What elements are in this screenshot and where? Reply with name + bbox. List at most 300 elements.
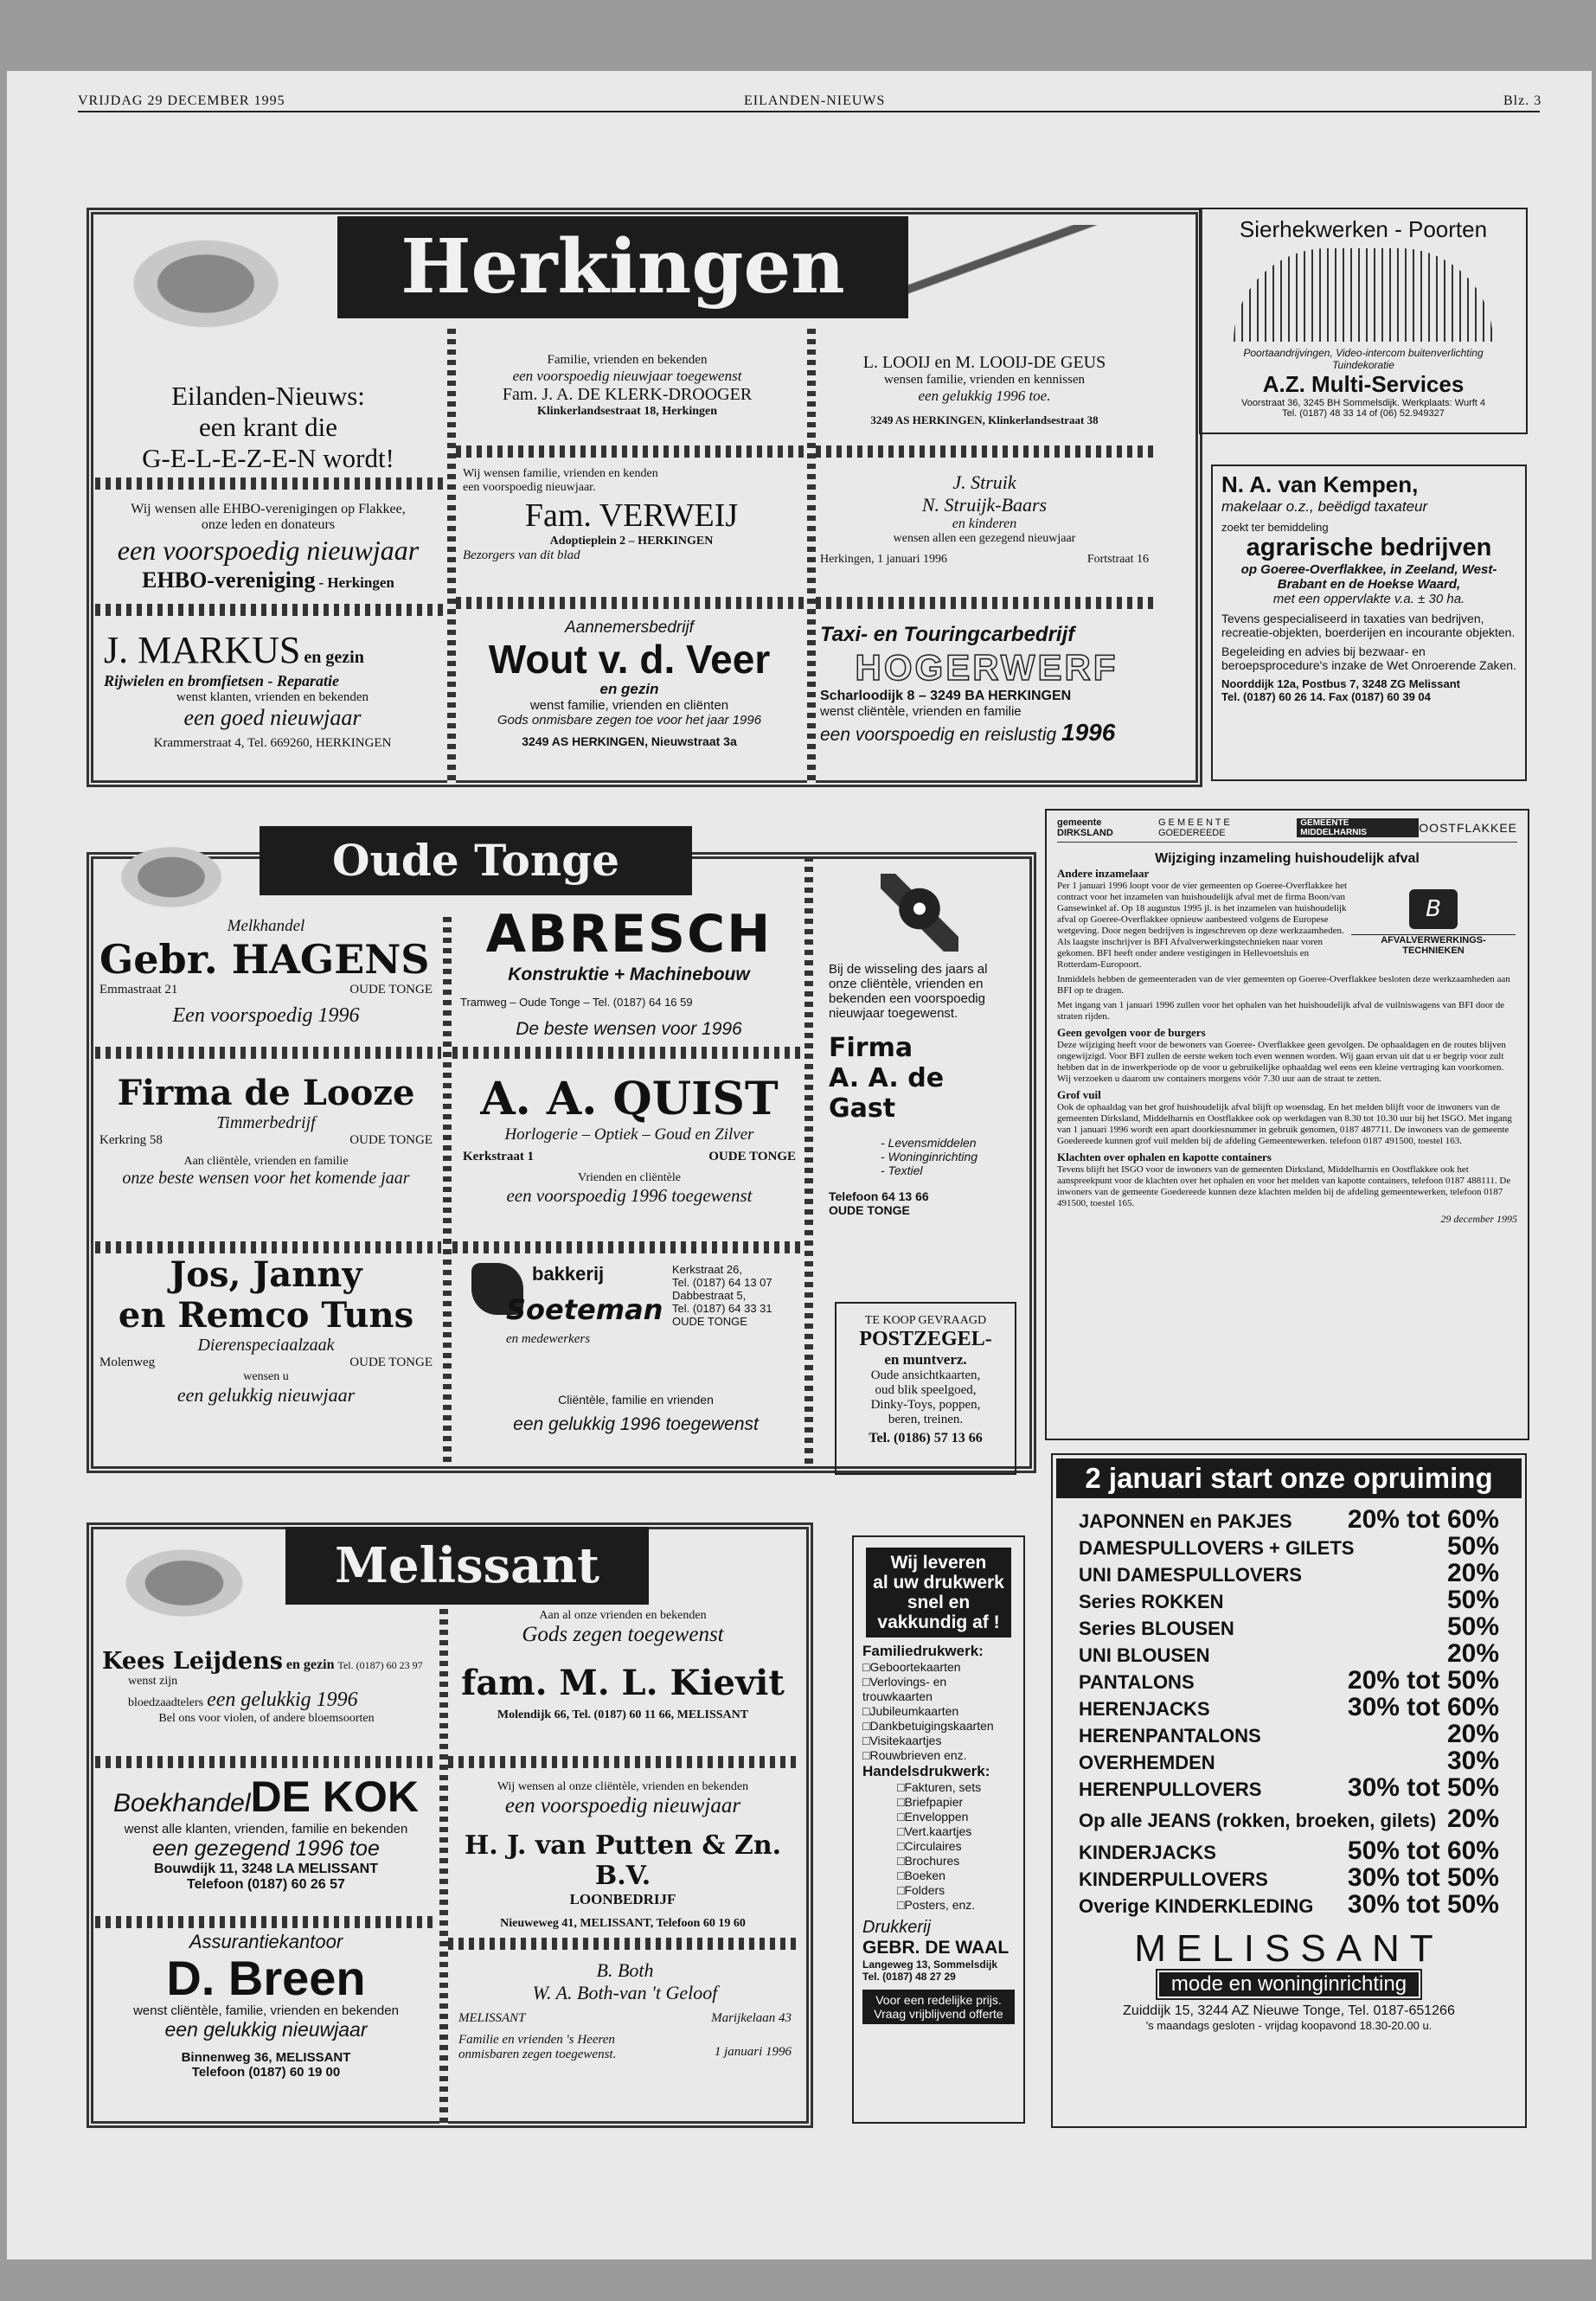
header-rule: [78, 111, 1540, 112]
markus-wish: een goed nieuwjaar: [183, 705, 362, 730]
soeteman-logo-1: bakkerij: [532, 1263, 605, 1285]
tuns-line-3: wensen u: [243, 1370, 289, 1383]
breen-name: D. Breen: [166, 1951, 366, 2005]
waal-tel: Tel. (0187) 48 27 29: [862, 1971, 956, 1983]
quist-line-1: Vrienden en cliëntèle: [578, 1171, 681, 1184]
breen-addr: Binnenweg 36, MELISSANT: [181, 2050, 351, 2065]
leijdens-line-1: wenst zijn: [128, 1675, 178, 1688]
sale-value: 20% tot 50%: [1347, 1666, 1499, 1695]
kempen-p1: Tevens gespecialiseerd in taxaties van bedrijven, recreatie-objekten, boerderijen en incourante objekten.: [1221, 612, 1516, 639]
divider: [456, 445, 806, 458]
header-page: Blz. 3: [1503, 93, 1542, 108]
column-divider: [804, 856, 813, 1466]
bfi-tagline: AFVALVERWERKINGS-TECHNIEKEN: [1351, 934, 1516, 956]
gemeente-h3: Grof vuil: [1057, 1088, 1101, 1101]
sale-label: DAMESPULLOVERS + GILETS: [1079, 1537, 1355, 1559]
waal-pre: Drukkerij: [862, 1918, 931, 1937]
leijdens-line-2: bloedzaadtelers: [128, 1696, 204, 1709]
food-basket-illustration: [93, 1531, 275, 1618]
kempen-line-2: op Goeree-Overflakkee, in Zeeland, West-Brabant en de Hoekse Waard,: [1240, 562, 1497, 592]
divider: [452, 1047, 803, 1059]
veer-name: Wout v. d. Veer: [488, 637, 771, 682]
struik-ad: [820, 471, 1149, 567]
soeteman-line-1: Cliëntèle, familie en vrienden: [558, 1393, 714, 1407]
sale-row: [1079, 1534, 1499, 1561]
gemeente-goedereede: G E M E E N T E GOEDEREEDE: [1157, 817, 1230, 838]
struik-addr: Fortstraat 16: [1086, 553, 1149, 566]
sale-row: [1079, 1668, 1499, 1695]
sale-label: KINDERJACKS: [1079, 1842, 1216, 1863]
kievit-line-1: Aan al onze vrienden en bekenden: [539, 1609, 707, 1622]
sale-value: 30% tot 60%: [1347, 1693, 1499, 1721]
quist-trade: Horlogerie – Optiek – Goud en Zilver: [504, 1125, 754, 1144]
veer-line-2: Gods onmisbare zegen toe voor het jaar 1996: [497, 713, 762, 727]
column-divider: [439, 1609, 448, 2124]
melissant-slogan: mode en woninginrichting: [1157, 1971, 1420, 1998]
gemeente-notice: [1045, 809, 1529, 1440]
food-basket-illustration: [93, 830, 249, 908]
quist-name: A. A. QUIST: [480, 1073, 779, 1125]
gate-illustration: [1234, 248, 1493, 342]
looze-line-2: onze beste wensen voor het komende jaar: [122, 1169, 410, 1188]
soeteman-address: [672, 1263, 772, 1328]
kempen-ad: [1211, 465, 1527, 781]
leijdens-ad: [102, 1648, 431, 1726]
sale-value: 30%: [1446, 1747, 1499, 1775]
opruiming-ad: [1051, 1453, 1527, 2128]
eilanden-nieuws-ad: [104, 381, 433, 474]
waal-han-8: □ Folders: [897, 1883, 1015, 1898]
sierhek-title: Sierhekwerken - Poorten: [1239, 216, 1488, 242]
sale-label: HERENPULLOVERS: [1079, 1779, 1262, 1800]
waal-han-3: □ Enveloppen: [897, 1810, 1015, 1824]
sale-label: Series ROKKEN: [1079, 1591, 1224, 1612]
looij-ad: [820, 353, 1149, 427]
both-line-3: Familie en vrienden 's Heeren onmisbaren zegen toegewenst.: [458, 2033, 617, 2061]
veer-line-1: wenst familie, vrienden en cliënten: [529, 698, 729, 713]
kempen-line-3: met een oppervlakte v.a. ± 30 ha.: [1272, 592, 1465, 606]
looze-addr: Kerkring 58: [99, 1133, 163, 1147]
tuns-trade: Dierenspeciaalzaak: [197, 1336, 335, 1355]
waal-fam-6: □ Rouwbrieven enz.: [862, 1748, 1015, 1763]
kempen-role: makelaar o.z., beëdigd taxateur: [1221, 498, 1428, 515]
struik-place: Herkingen, 1 januari 1996: [820, 553, 947, 566]
hagens-wish: Een voorspoedig 1996: [172, 1004, 360, 1027]
soeteman-addr-1: Kerkstraat 26,: [672, 1263, 742, 1276]
abresch-ad: [460, 904, 798, 1040]
leijdens-wish: een gelukkig 1996: [207, 1689, 358, 1711]
sale-label: HERENPANTALONS: [1079, 1725, 1261, 1747]
ehbo-wish: een voorspoedig nieuwjaar: [117, 535, 420, 566]
waal-han-title: Handelsdrukwerk:: [862, 1763, 990, 1779]
putten-name: H. J. van Putten & Zn. B.V.: [464, 1830, 782, 1891]
looij-addr: 3249 AS HERKINGEN, Klinkerlandsestraat 38: [870, 413, 1099, 426]
divider: [95, 478, 445, 490]
putten-addr: Nieuweweg 41, MELISSANT, Telefoon 60 19 60: [500, 1917, 746, 1930]
sale-value: 30% tot 50%: [1347, 1863, 1499, 1892]
markus-line-1: wenst klanten, vrienden en bekenden: [176, 690, 369, 704]
soeteman-line-2: een gelukkig 1996 toegewenst: [513, 1414, 759, 1434]
verweij-line-3: Bezorgers van dit blad: [463, 548, 580, 562]
sale-row: [1079, 1865, 1499, 1892]
waal-head-4: vakkundig af !: [877, 1612, 1000, 1632]
leijdens-tel: Tel. (0187) 60 23 97: [337, 1659, 423, 1671]
divider: [95, 1756, 437, 1768]
leijdens-name: Kees Leijdens: [102, 1648, 283, 1675]
veer-pre: Aannemersbedrijf: [565, 619, 694, 637]
struik-line-4: wensen allen een gezegend nieuwjaar: [893, 532, 1076, 545]
markus-name: J. MARKUS: [104, 629, 301, 671]
sierhek-tel: Tel. (0187) 48 33 14 of (06) 52.949327: [1282, 408, 1445, 419]
both-date: 1 januari 1996: [714, 2045, 792, 2059]
kok-line-1: wenst alle klanten, vrienden, familie en bekenden: [124, 1822, 408, 1836]
waal-head-1: Wij leveren: [890, 1553, 987, 1573]
sale-label: UNI BLOUSEN: [1079, 1644, 1210, 1666]
tuns-line-4: een gelukkig nieuwjaar: [176, 1384, 356, 1406]
looze-line-1: Aan cliëntèle, vrienden en familie: [183, 1155, 349, 1168]
klerk-ad: [458, 353, 796, 419]
ehbo-line-1: Wij wensen alle EHBO-verenigingen op Flakkee,: [131, 502, 406, 516]
hogerwerf-addr: Scharloodijk 8 – 3249 BA HERKINGEN: [820, 689, 1072, 703]
sierhek-addr: Voorstraat 36, 3245 BH Sommelsdijk. Werkplaats: Wurft 4: [1240, 398, 1486, 408]
sale-row: [1079, 1838, 1499, 1865]
waal-fam-list: [862, 1660, 1015, 1763]
leijdens-suffix: en gezin: [285, 1657, 335, 1672]
putten-sub: LOONBEDRIJF: [569, 1891, 676, 1907]
divider: [448, 1938, 798, 1950]
opruiming-title: 2 januari start onze opruiming: [1056, 1458, 1522, 1498]
markus-ad: [104, 628, 441, 751]
waal-han-5: □ Circulaires: [897, 1839, 1015, 1854]
klerk-line-2: een voorspoedig nieuwjaar toegewenst: [512, 368, 742, 384]
gemeente-h4: Klachten over ophalen en kapotte containers: [1057, 1150, 1272, 1163]
gemeente-oostflakkee: OOSTFLAKKEE: [1419, 821, 1517, 835]
header-date: VRIJDAG 29 DECEMBER 1995: [78, 93, 285, 108]
gemeente-title: Wijziging inzameling huishoudelijk afval: [1155, 851, 1420, 866]
sale-label: Overige KINDERKLEDING: [1079, 1895, 1314, 1917]
hagens-pre: Melkhandel: [227, 917, 305, 935]
gast-tel: Telefoon 64 13 66: [829, 1189, 929, 1203]
leijdens-line-4: Bel ons voor violen, of andere bloemsoorten: [158, 1712, 375, 1725]
soeteman-addr-2: Tel. (0187) 64 13 07: [672, 1276, 772, 1289]
kempen-addr: Noorddijk 12a, Postbus 7, 3248 ZG Melissant: [1221, 677, 1460, 690]
postzegel-line-1: TE KOOP GEVRAAGD: [864, 1314, 987, 1327]
sale-row: [1079, 1695, 1499, 1721]
gemeente-p5: Ook de ophaaldag van het grof huishoudelijk afval blijft op woensdag. En het melden blijft voor de inwoners van de gemeenten Dirksland, Middelharnis en Oostflakkee ook op werkdagen van 8.30 tot 10.30 uur bij het ISGO. Met ingang van 1 januari 1996 wordt een apart doorkiesnummer in gebruik genomen, 0187 487711. De inwoners van de gemeente Goedereede kunnen grof vuil melden bij de afdeling Gemeentewerken. telefoon 0187 491500, toestel 163.: [1057, 1102, 1512, 1146]
struik-line-1: J. Struik: [952, 471, 1016, 493]
divider: [95, 604, 445, 616]
oude-tonge-banner: Oude Tonge: [260, 826, 692, 895]
looij-line-1: wensen familie, vrienden en kennissen: [883, 373, 1085, 387]
soeteman-addr-5: OUDE TONGE: [672, 1315, 747, 1328]
melissant-addr: Zuiddijk 15, 3244 AZ Nieuwe Tonge, Tel. 0187-651266: [1123, 2003, 1455, 2018]
kempen-name: N. A. van Kempen,: [1221, 471, 1419, 497]
putten-line-1: Wij wensen al onze cliëntèle, vrienden en bekenden: [497, 1780, 749, 1793]
waal-fam-5: □ Visitekaartjes: [862, 1734, 1015, 1748]
sierhek-tag2: Tuindekoratie: [1332, 359, 1394, 371]
gemeente-dirksland: gemeente DIRKSLAND: [1057, 817, 1113, 838]
kok-addr: Bouwdijk 11, 3248 LA MELISSANT: [153, 1862, 379, 1876]
verweij-addr: Adoptieplein 2 – HERKINGEN: [549, 535, 714, 548]
klerk-line-1: Familie, vrienden en bekenden: [547, 353, 708, 367]
sale-value: 20%: [1446, 1720, 1499, 1748]
verweij-line-1: Wij wensen familie, vrienden en kenden: [463, 467, 658, 480]
sale-row: [1079, 1892, 1499, 1919]
gast-item-3: - Textiel: [881, 1163, 923, 1177]
gemeente-h1: Andere inzamelaar: [1057, 867, 1150, 880]
quist-line-2: een voorspoedig 1996 toegewenst: [506, 1185, 753, 1206]
waal-head-3: snel en: [907, 1593, 971, 1612]
gast-ad: [829, 865, 1015, 1217]
sale-row: [1079, 1641, 1499, 1668]
quist-ad: [463, 1073, 796, 1207]
looze-ad: [99, 1073, 433, 1189]
waal-han-9: □ Posters, enz.: [897, 1898, 1015, 1913]
gemeente-p3: Met ingang van 1 januari 1996 zullen voor het ophalen van het huishoudelijk afval de vuilniswagens van BFI door de straten rijden.: [1057, 1000, 1505, 1022]
kempen-big: agrarische bedrijven: [1246, 534, 1492, 561]
gemeente-p1: Per 1 januari 1996 loopt voor de vier gemeenten op Goeree-Overflakkee het contract voor het inzamelen van huishoudelijk afval met de firma Boon/van Gansewinkel af. Op 18 augustus 1995 jl. is het inzamelen van huishoudelijk afval op Goeree-Overflakkee opnieuw aanbesteed volgens de Europese wetgeving. Door negen bedrijven is ingeschreven op deze werkzaamheden. Als laagste inschrijver is BFI Afvalverwerkingstechnieken naar voren gekomen. BFI heeft onder andere vestigingen in Hellevoetsluis en Rotterdam-Europoort.: [1057, 881, 1348, 970]
looij-line-2: een gelukkig 1996 toe.: [918, 388, 1051, 404]
gast-name-2: A. A. de Gast: [829, 1063, 945, 1124]
abresch-addr: Tramweg – Oude Tonge – Tel. (0187) 64 16 59: [460, 996, 693, 1009]
waal-ad: [852, 1535, 1025, 2124]
divider: [95, 1241, 441, 1253]
sierhek-tag: Poortaandrijvingen, Video-intercom buitenverlichting: [1243, 347, 1484, 359]
gemeente-middelharnis: GEMEENTE MIDDELHARNIS: [1297, 818, 1419, 837]
postzegel-line-3: en muntverz.: [884, 1351, 967, 1368]
breen-pre: Assurantiekantoor: [189, 1931, 343, 1952]
gemeente-date: 29 december 1995: [1440, 1213, 1517, 1225]
postzegel-line-2: POSTZEGEL-: [859, 1328, 992, 1350]
markus-addr: Krammerstraat 4, Tel. 669260, HERKINGEN: [153, 736, 392, 750]
ehbo-place: - Herkingen: [318, 574, 394, 591]
sale-label: UNI DAMESPULLOVERS: [1079, 1564, 1302, 1586]
looze-trade: Timmerbedrijf: [216, 1113, 316, 1132]
markus-suffix: en gezin: [304, 648, 364, 667]
ehbo-line-2: onze leden en donateurs: [201, 517, 336, 532]
postzegel-tel: Tel. (0186) 57 13 66: [869, 1431, 983, 1445]
hagens-place: OUDE TONGE: [349, 983, 433, 997]
sale-label: Series BLOUSEN: [1079, 1618, 1234, 1639]
waal-han-4: □ Vert.kaartjes: [897, 1824, 1015, 1839]
waal-han-6: □ Brochures: [897, 1854, 1015, 1868]
waal-han-1: □ Fakturen, sets: [897, 1780, 1015, 1795]
breen-tel: Telefoon (0187) 60 19 00: [191, 2065, 341, 2080]
sale-value: 30% tot 50%: [1347, 1890, 1499, 1919]
both-line-2: W. A. Both-van 't Geloof: [532, 1982, 718, 2003]
sale-label: HERENJACKS: [1079, 1698, 1210, 1720]
verweij-line-2: een voorspoedig nieuwjaar.: [463, 481, 596, 494]
sale-row: [1079, 1614, 1499, 1641]
kempen-p2: Begeleiding en advies bij bezwaar- en beroepsprocedure's inzake de Wet Onroerende Zaken.: [1221, 644, 1516, 672]
both-line-1: B. Both: [596, 1959, 654, 1981]
sale-value: 20%: [1446, 1559, 1499, 1587]
waal-fam-2: □ Verlovings- en trouwkaarten: [862, 1675, 1015, 1704]
waal-addr: Langeweg 13, Sommelsdijk: [862, 1958, 998, 1971]
waal-fam-1: □ Geboortekaarten: [862, 1660, 1015, 1675]
soeteman-logo-3: en medewerkers: [506, 1332, 591, 1346]
kok-tel: Telefoon (0187) 60 26 57: [187, 1877, 345, 1892]
gemeente-p4: Deze wijziging heeft voor de bewoners van Goeree- Overflakkee geen gevolgen. De ophaaldagen en de routes blijven ongewijzigd. Voor BFI zullen de eerste weken toch even wennen worden. Wij gaan ervan uit dat u er begrip voor zult hebben dat in de inwerkperiode op de voor u gebruikelijke ophaaldag wel eens een kleine vertraging kan voorkomen. Wij verzoeken u daarom uw containers morgens vóór 7.30 uur aan de straat te zetten.: [1057, 1040, 1506, 1084]
tuns-addr: Molenweg: [99, 1356, 156, 1369]
abresch-name: ABRESCH: [485, 904, 772, 965]
melissant-hours: 's maandags gesloten - vrijdag koopavond 18.30-20.00 u.: [1145, 2019, 1433, 2032]
sale-list: [1053, 1502, 1525, 1919]
looze-name: Firma de Looze: [117, 1073, 415, 1113]
herkingen-banner: Herkingen: [337, 216, 908, 318]
postzegel-ad: [835, 1302, 1016, 1475]
postzegel-line-7: beren, treinen.: [888, 1413, 964, 1426]
waal-fam-title: Familiedrukwerk:: [862, 1643, 984, 1659]
both-ad: [458, 1959, 792, 2060]
putten-ad: [454, 1780, 792, 1931]
food-basket-illustration: [93, 216, 318, 329]
tuns-line-2: en Remco Tuns: [118, 1295, 414, 1336]
sierhek-ad: [1199, 208, 1528, 434]
sale-value: 30% tot 50%: [1347, 1773, 1499, 1802]
tuns-ad: [99, 1254, 433, 1407]
divider: [456, 597, 806, 609]
sierhek-name: A.Z. Multi-Services: [1262, 371, 1465, 397]
waal-han-2: □ Briefpapier: [897, 1795, 1015, 1810]
ehbo-name: EHBO-vereniging: [142, 567, 316, 593]
quist-addr: Kerkstraat 1: [463, 1150, 535, 1163]
divider: [95, 1047, 441, 1059]
column-divider: [447, 329, 456, 783]
waal-name: GEBR. DE WAAL: [862, 1938, 1010, 1958]
divider: [448, 1756, 798, 1768]
sale-value: 20%: [1446, 1804, 1499, 1833]
both-place: MELISSANT: [458, 2011, 526, 2025]
gast-name-1: Firma: [829, 1033, 913, 1063]
hogerwerf-year: 1996: [1061, 719, 1116, 746]
kok-name: DE KOK: [250, 1772, 419, 1821]
waal-head-2: al uw drukwerk: [873, 1573, 1004, 1593]
sale-label: OVERHEMDEN: [1079, 1752, 1215, 1773]
struik-line-2: N. Struijk-Baars: [921, 494, 1048, 516]
column-divider: [807, 329, 816, 783]
quill-illustration: [908, 225, 1125, 294]
gemeente-p6: Tevens blijft het ISGO voor de inwoners van de gemeenten Dirksland, Middelharnis en Oostflakkee ook het aanspreekpunt voor de klachten over het ophalen en voor het melden van kapotte containers, telefoon 0187 488111. De inwoners van de gemeente Goedereede kunnen deze klachten melden bij de afdeling gemeentewerken, telefoon 0187 491500, toestel 165.: [1057, 1164, 1511, 1208]
melissant-logo: [1053, 1927, 1525, 2032]
sale-row: [1079, 1802, 1499, 1838]
hagens-addr: Emmastraat 21: [99, 983, 178, 997]
soeteman-addr-3: Dabbestraat 5,: [672, 1289, 747, 1302]
christmas-candle-icon: [881, 874, 958, 952]
postzegel-line-4: Oude ansichtkaarten,: [870, 1368, 981, 1382]
sale-value: 20% tot 60%: [1347, 1505, 1499, 1534]
putten-line-2: een voorspoedig nieuwjaar: [504, 1794, 741, 1817]
waal-han-list: [897, 1780, 1015, 1913]
melissant-banner: Melissant: [285, 1527, 649, 1605]
sale-value: 50%: [1446, 1586, 1499, 1614]
sale-label: KINDERPULLOVERS: [1079, 1868, 1268, 1890]
sale-value: 20%: [1446, 1639, 1499, 1668]
hagens-name: Gebr. HAGENS: [99, 936, 430, 983]
sale-value: 50%: [1446, 1612, 1499, 1641]
veer-addr: 3249 AS HERKINGEN, Nieuwstraat 3a: [522, 734, 737, 748]
kievit-name: fam. M. L. Kievit: [461, 1663, 785, 1703]
waal-fam-4: □ Dankbetuigingskaarten: [862, 1719, 1015, 1734]
hogerwerf-name: HOGERWERF: [855, 647, 1118, 688]
sale-row: [1079, 1721, 1499, 1748]
krant-line-3: G-E-L-E-Z-E-N wordt!: [142, 443, 394, 473]
hogerwerf-line-2: een voorspoedig en reislustig: [820, 725, 1057, 745]
bfi-logo-icon: B: [1409, 889, 1458, 929]
krant-line-2: een krant die: [198, 412, 338, 442]
veer-sub: en gezin: [599, 681, 659, 697]
klerk-name: Fam. J. A. DE KLERK-DROOGER: [502, 385, 753, 404]
struik-line-3: en kinderen: [952, 516, 1017, 531]
waal-fam-3: □ Jubileumkaarten: [862, 1704, 1015, 1719]
both-addr: Marijkelaan 43: [711, 2011, 792, 2025]
divider: [816, 445, 1153, 458]
hagens-ad: [99, 917, 433, 1028]
looij-name: L. LOOIJ en M. LOOIJ-DE GEUS: [862, 353, 1106, 372]
ehbo-ad: [95, 502, 441, 593]
column-divider: [443, 917, 452, 1466]
breen-line-1: wenst cliëntèle, familie, vrienden en bekenden: [133, 2003, 399, 2018]
kok-pre: Boekhandel: [113, 1789, 251, 1817]
soeteman-logo-2: Soeteman: [506, 1293, 663, 1326]
sale-row: [1079, 1587, 1499, 1614]
divider: [95, 1916, 437, 1928]
looze-place: OUDE TONGE: [349, 1133, 433, 1147]
gemeente-h2: Geen gevolgen voor de burgers: [1057, 1026, 1206, 1039]
sale-row: [1079, 1507, 1499, 1534]
kievit-line-2: Gods zegen toegewenst: [522, 1623, 724, 1646]
gast-item-2: - Woninginrichting: [881, 1150, 978, 1163]
melissant-logo-text: MELISSANT: [1134, 1927, 1444, 1970]
sale-label: JAPONNEN en PAKJES: [1079, 1510, 1292, 1532]
tuns-line-1: Jos, Janny: [170, 1254, 362, 1295]
krant-line-1: Eilanden-Nieuws:: [171, 381, 365, 411]
kievit-ad: [454, 1609, 792, 1722]
sale-label: PANTALONS: [1079, 1671, 1195, 1693]
divider: [816, 597, 1153, 609]
kievit-addr: Molendijk 66, Tel. (0187) 60 11 66, MELISSANT: [497, 1708, 749, 1721]
kok-ad: [99, 1772, 433, 1893]
kempen-tel: Tel. (0187) 60 26 14. Fax (0187) 60 39 04: [1221, 690, 1431, 703]
sale-value: 50%: [1446, 1532, 1499, 1561]
waal-han-7: □ Boeken: [897, 1868, 1015, 1883]
markus-trade: Rijwielen en bromfietsen - Reparatie: [104, 672, 339, 689]
hogerwerf-pre: Taxi- en Touringcarbedrijf: [820, 623, 1075, 646]
sale-label: Op alle JEANS (rokken, broeken, gilets): [1079, 1810, 1437, 1831]
tuns-place: OUDE TONGE: [349, 1356, 433, 1369]
sale-row: [1079, 1748, 1499, 1775]
postzegel-line-5: oud blik speelgoed,: [875, 1383, 977, 1397]
hogerwerf-line-1: wenst cliëntèle, vrienden en familie: [820, 704, 1022, 719]
gast-place: OUDE TONGE: [829, 1203, 910, 1217]
hogerwerf-ad: [820, 623, 1153, 747]
soeteman-addr-4: Tel. (0187) 64 33 31: [672, 1302, 772, 1315]
abresch-wish: De beste wensen voor 1996: [516, 1019, 742, 1039]
sale-value: 50% tot 60%: [1347, 1836, 1499, 1865]
verweij-ad: [463, 467, 800, 563]
klerk-addr: Klinkerlandsestraat 18, Herkingen: [536, 405, 718, 418]
kok-line-2: een gezegend 1996 toe: [152, 1836, 380, 1861]
abresch-sub: Konstruktie + Machinebouw: [508, 965, 750, 984]
breen-line-2: een gelukkig nieuwjaar: [164, 2018, 368, 2041]
gast-text: Bij de wisseling des jaars al onze cliëntèle, vrienden en bekenden een voorspoedig nieuwjaar toegewenst.: [829, 962, 988, 1021]
gast-item-1: - Levensmiddelen: [881, 1136, 977, 1150]
gemeente-p2: Inmiddels hebben de gemeenteraden van de vier gemeenten op Goeree-Overflakkee besloten deze werkzaamheden aan BFI op te dragen.: [1057, 974, 1510, 996]
sale-row: [1079, 1561, 1499, 1587]
veer-ad: [458, 619, 800, 748]
verweij-name: Fam. VERWEIJ: [524, 497, 739, 534]
quist-place: OUDE TONGE: [708, 1150, 796, 1163]
